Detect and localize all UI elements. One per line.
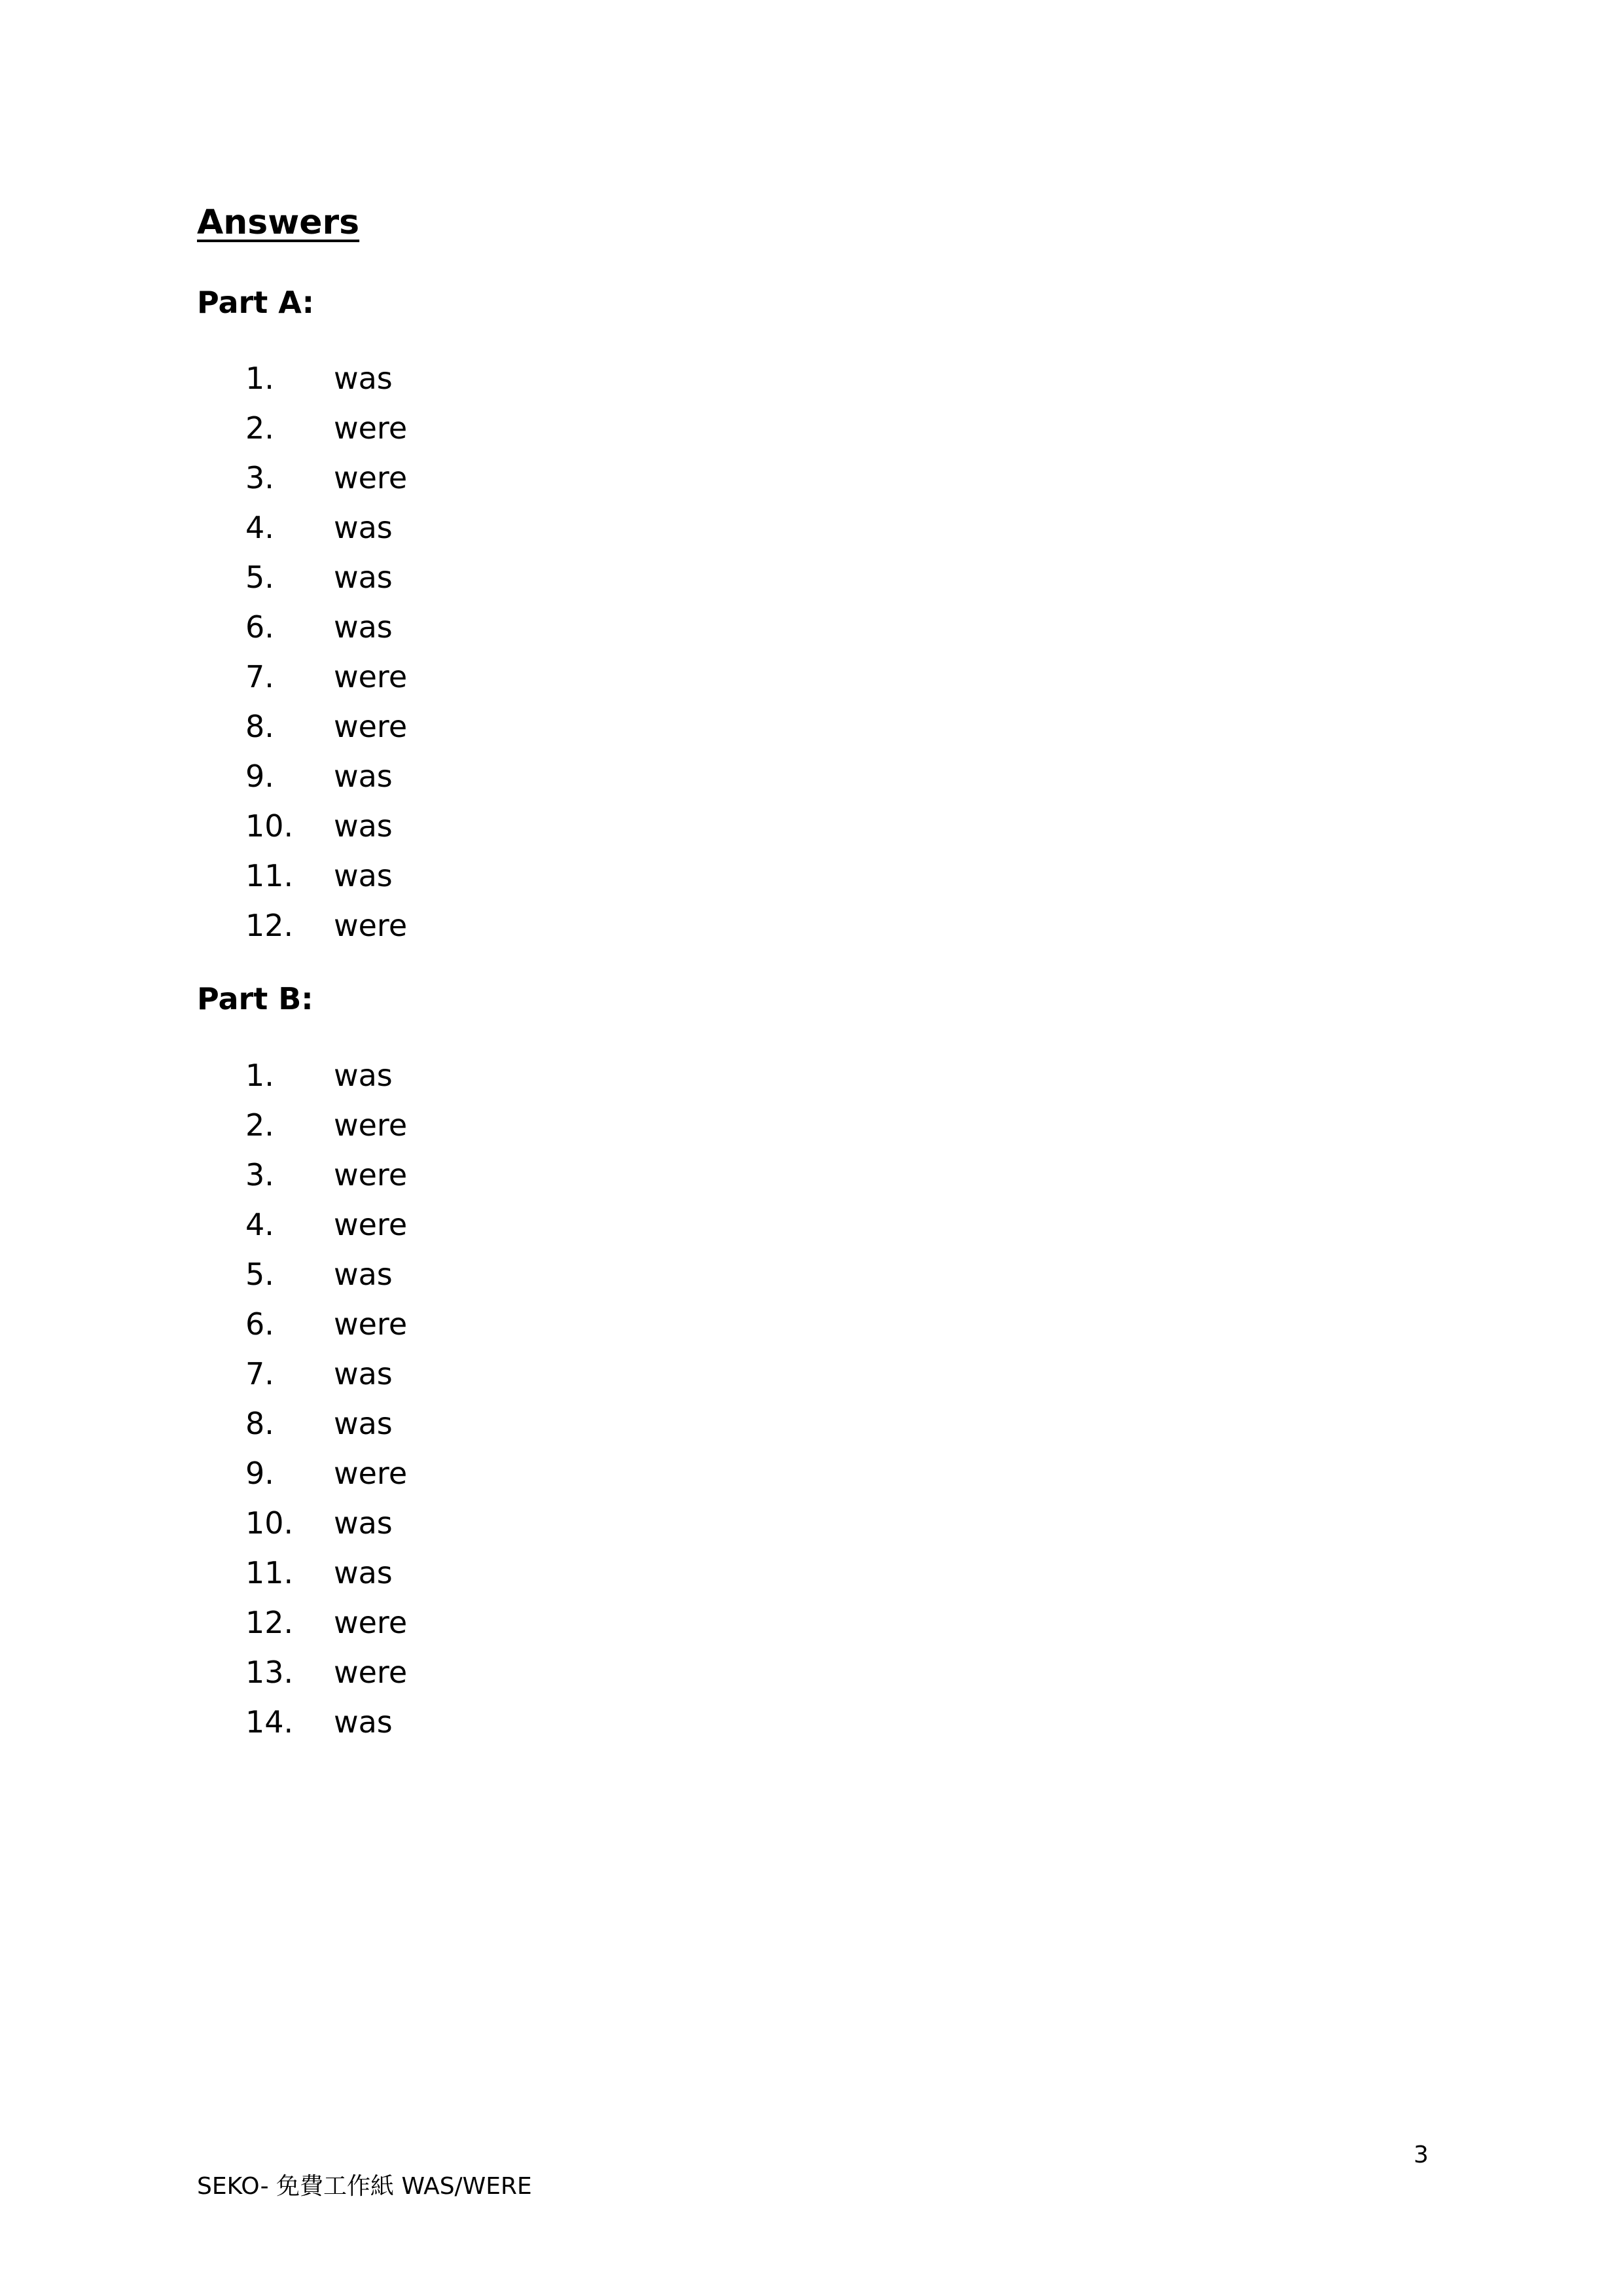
answer-word: were [334,1207,408,1242]
answer-number: 7. [245,659,274,694]
answer-number: 10. [245,808,294,844]
answer-word: were [334,1107,408,1143]
answer-word: was [334,1406,393,1441]
part-a-answer-list [245,353,407,950]
answer-number: 2. [245,410,274,446]
answer-item [245,1399,407,1448]
answer-word: was [334,808,393,844]
answer-item [245,1150,407,1200]
answer-item [245,1100,407,1150]
answer-item [245,403,407,453]
answer-word: was [334,858,393,893]
part-a-heading: Part A: [197,285,315,320]
answer-item [245,751,407,801]
answer-number: 4. [245,1207,274,1242]
answer-word: were [334,1456,408,1491]
answer-number: 10. [245,1505,294,1541]
answer-word: was [334,1704,393,1740]
answer-item [245,353,407,403]
answer-item [245,1448,407,1498]
answer-item [245,1299,407,1349]
answer-item [245,1647,407,1697]
answer-number: 6. [245,1306,274,1342]
answer-item [245,1050,407,1100]
answer-item [245,552,407,602]
answer-item [245,1548,407,1598]
answer-number: 12. [245,1605,294,1640]
page-number: 3 [1414,2142,1429,2168]
answer-number: 11. [245,1555,294,1590]
answer-word: was [334,1257,393,1292]
part-b-heading: Part B: [197,981,313,1016]
answer-number: 9. [245,759,274,794]
answer-word: was [334,1555,393,1590]
answer-number: 9. [245,1456,274,1491]
answer-number: 8. [245,709,274,744]
answer-word: was [334,609,393,645]
answer-item [245,1498,407,1548]
answer-word: was [334,510,393,545]
page-title: Answers [197,203,360,242]
answer-number: 11. [245,858,294,893]
answer-word: was [334,1058,393,1093]
answer-item [245,1249,407,1299]
answer-word: was [334,560,393,595]
answer-word: were [334,659,408,694]
answer-number: 8. [245,1406,274,1441]
answer-word: was [334,1356,393,1391]
answer-word: was [334,1505,393,1541]
answer-number: 1. [245,1058,274,1093]
answer-item [245,901,407,950]
answer-item [245,1598,407,1647]
answer-word: was [334,361,393,396]
answer-word: were [334,1157,408,1193]
answer-word: were [334,410,408,446]
answer-number: 3. [245,460,274,495]
page-footer: SEKO- 免費工作紙 WAS/WERE [197,2173,532,2200]
answer-number: 13. [245,1655,294,1690]
answer-item [245,851,407,901]
answer-number: 6. [245,609,274,645]
answer-number: 14. [245,1704,294,1740]
answer-item [245,503,407,552]
answer-item [245,453,407,503]
answer-item [245,1200,407,1249]
answer-number: 7. [245,1356,274,1391]
answer-item [245,652,407,702]
answer-number: 2. [245,1107,274,1143]
answer-word: were [334,1655,408,1690]
answer-word: were [334,1605,408,1640]
answer-number: 12. [245,908,294,943]
answer-word: were [334,460,408,495]
answer-number: 4. [245,510,274,545]
part-b-answer-list [245,1050,407,1747]
answer-word: was [334,759,393,794]
answer-number: 5. [245,1257,274,1292]
answer-number: 5. [245,560,274,595]
answer-item [245,801,407,851]
answer-number: 1. [245,361,274,396]
answer-item [245,1697,407,1747]
answer-number: 3. [245,1157,274,1193]
answer-item [245,702,407,751]
answer-item [245,1349,407,1399]
answer-item [245,602,407,652]
answer-word: were [334,709,408,744]
answer-word: were [334,908,408,943]
answer-word: were [334,1306,408,1342]
